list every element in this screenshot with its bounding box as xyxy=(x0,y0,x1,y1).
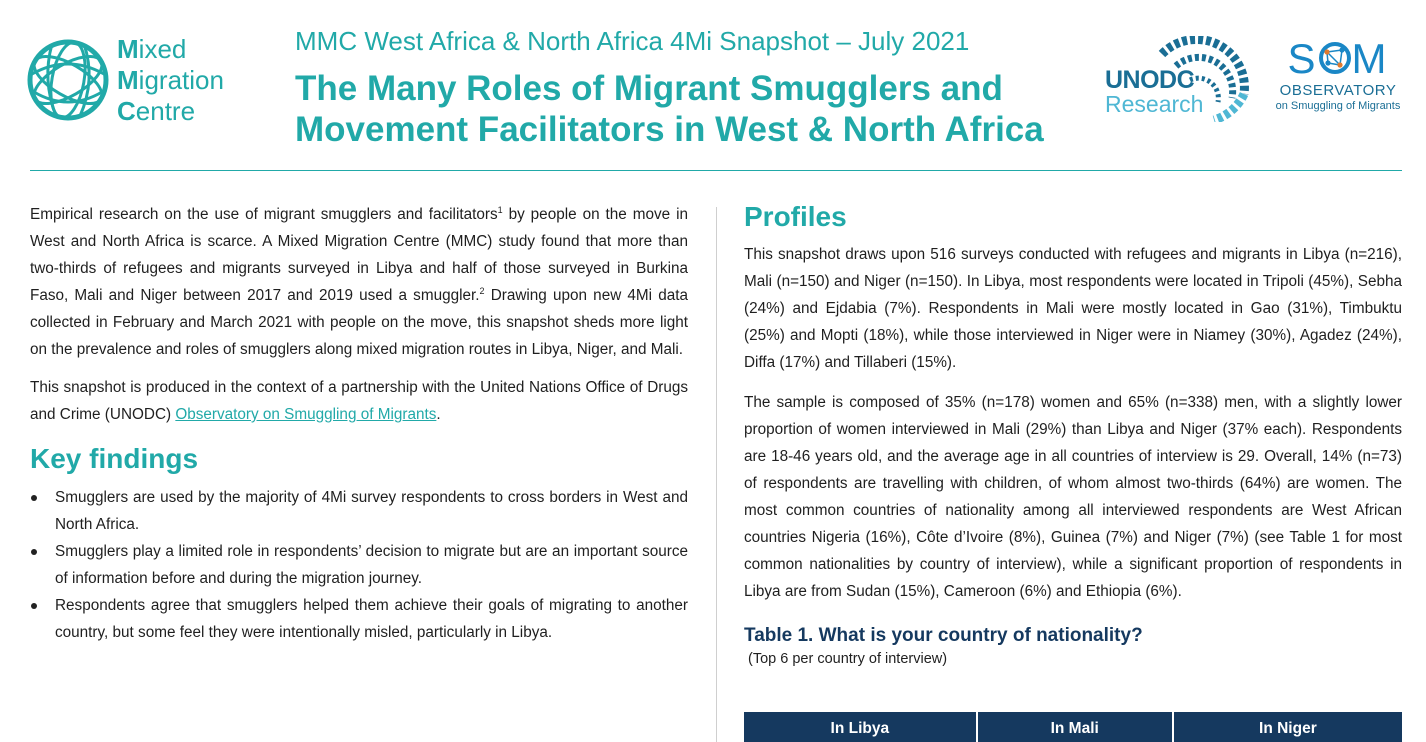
mmc-logo-text: Mixed Migration Centre xyxy=(117,34,224,126)
table-header-row xyxy=(744,712,1402,742)
key-findings-heading: Key findings xyxy=(30,443,199,474)
som-observatory-logo xyxy=(1268,36,1408,126)
table-header-niger: In Niger xyxy=(1173,712,1402,742)
report-title: The Many Roles of Migrant Smugglers and Movement Facilitators in West & North Africa xyxy=(295,69,1044,149)
intro-paragraph-2: This snapshot is produced in the context of a partnership with the United Nations Office of Drugs and Crime (UNODC) Observatory on Smuggling of Migrants. xyxy=(30,379,688,423)
bullet-icon xyxy=(31,495,37,501)
footnote-ref-1[interactable]: 1 xyxy=(497,205,503,215)
unodc-logo-research: Research xyxy=(1105,91,1204,117)
key-findings-list xyxy=(30,484,688,646)
som-logo-observatory: OBSERVATORY xyxy=(1279,82,1397,99)
mmc-logo xyxy=(22,34,262,128)
left-column xyxy=(30,200,688,646)
list-item: Smugglers are used by the majority of 4Mi survey respondents to cross borders in West and North Africa. xyxy=(30,484,688,538)
table-title: Table 1. What is your country of nationality? xyxy=(744,625,1143,646)
footnote-ref-2[interactable]: 2 xyxy=(479,286,485,296)
list-item: Smugglers play a limited role in respondents’ decision to migrate but are an important source of information before and during the migration journey. xyxy=(30,538,688,592)
mmc-globe-logo-icon xyxy=(22,34,114,126)
profiles-paragraph-2: The sample is composed of 35% (n=178) women and 65% (n=338) men, with a slightly lower proportion of women interviewed in Mali (29%) than Libya and Niger (37% each). Respondents are 18-46 years old, and the average age in all countries of interview is 29. Overall, 14% (n=73) of respondents are travelling with children, of whom almost two-thirds (64%) are women. The most common countries of nationality among all interviewed respondents are West African countries Nigeria (16%), Côte d’Ivoire (8%), Guinea (7%) and Niger (7%) (see Table 1 for most common nationalities by country of interview), while a significant proportion of respondents in Libya are from Sudan (15%), Cameroon (6%) and Ethiopia (6%). xyxy=(744,394,1402,600)
som-logo-sub: on Smuggling of Migrants xyxy=(1275,100,1401,112)
profiles-heading: Profiles xyxy=(744,201,847,232)
bullet-icon xyxy=(31,603,37,609)
table-subtitle: (Top 6 per country of interview) xyxy=(748,651,948,667)
observatory-link[interactable]: Observatory on Smuggling of Migrants xyxy=(175,406,437,423)
som-logo-letters: S M xyxy=(1287,35,1389,82)
column-divider xyxy=(716,207,717,742)
table-header-mali: In Mali xyxy=(977,712,1173,742)
right-column xyxy=(744,200,1402,737)
unodc-research-logo xyxy=(1104,36,1254,122)
som-network-o-icon xyxy=(1318,38,1352,72)
report-subtitle: MMC West Africa & North Africa 4Mi Snapshot – July 2021 xyxy=(295,26,970,56)
list-item: Respondents agree that smugglers helped them achieve their goals of migrating to another country, but some feel they were intentionally misled, particularly in Libya. xyxy=(30,592,688,646)
bullet-icon xyxy=(31,549,37,555)
header-divider xyxy=(30,170,1402,171)
intro-paragraph-1: Empirical research on the use of migrant smugglers and facilitators$^1$ by people on the move in West and North Africa is scarce. A Mixed Migration Centre (MMC) study found that more than two-thirds of refugees and migrants surveyed in Libya and half of those surveyed in Burkina Faso, Mali and Niger between 2017 and 2019 used a smuggler.$^2$ Drawing upon new 4Mi data collected in February and March 2021 with people on the move, this snapshot sheds more light on the prevalence and roles of smugglers along mixed migration routes in Libya, Niger, and Mali. xyxy=(30,205,689,358)
unodc-logo-word: UNODC xyxy=(1105,66,1195,94)
profiles-paragraph-1: This snapshot draws upon 516 surveys conducted with refugees and migrants in Libya (n=216), Mali (n=150) and Niger (n=150). In Libya, most respondents were located in Tripoli (45%), Sebha (24%) and Ejdabia (7%). Respondents in Mali were mostly located in Gao (31%), Timbuktu (25%) and Mopti (18%), while those interviewed in Niger were in Niamey (30%), Agadez (24%), Diffa (17%) and Tillaberi (15%). xyxy=(744,246,1402,371)
table-header-libya: In Libya xyxy=(744,712,977,742)
nationality-table xyxy=(744,712,1402,742)
